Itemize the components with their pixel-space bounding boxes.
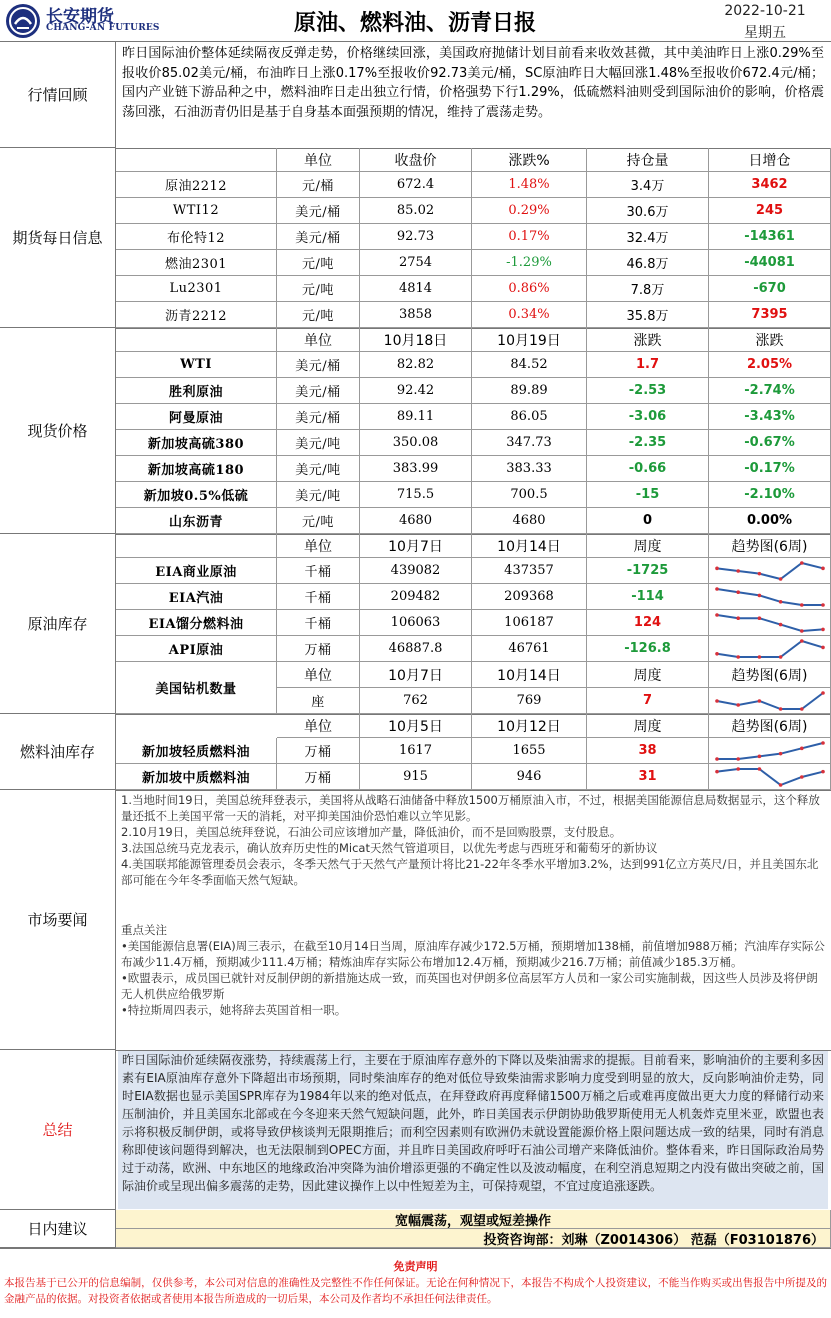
trend-sparkline (715, 561, 825, 581)
inventory-name: EIA馏分燃料油 (116, 610, 277, 636)
price-change: 1.7 (587, 352, 709, 378)
news-item: 2.10月19日，美国总统拜登说，石油公司应该增加产量，降低油价，而不是回购股票，支付股息。 (121, 825, 622, 839)
trend-point (758, 572, 762, 576)
trend-point (800, 629, 804, 633)
section-label-review: 行情回顾 (0, 42, 116, 148)
trend-point (758, 655, 762, 659)
weekly-change: -126.8 (587, 636, 709, 662)
column-header: 单位 (277, 714, 360, 738)
rig-count-name: 美国钻机数量 (116, 662, 277, 714)
inventory-week2: 106187 (472, 610, 587, 636)
trend-sparkline (715, 741, 825, 761)
price-day2: 700.5 (472, 482, 587, 508)
spot-name: 山东沥青 (116, 508, 277, 534)
unit: 美元/桶 (277, 378, 360, 404)
focus-title: 重点关注 (121, 923, 167, 937)
inventory-week2: 946 (472, 764, 587, 790)
trend-point (821, 628, 825, 632)
column-header: 10月7日 (360, 662, 472, 688)
trend-point (779, 577, 783, 581)
price-change: -0.66 (587, 456, 709, 482)
price-day1: 383.99 (360, 456, 472, 482)
unit: 美元/桶 (277, 404, 360, 430)
unit: 元/吨 (277, 508, 360, 534)
unit: 万桶 (277, 764, 360, 790)
price-day2: 347.73 (472, 430, 587, 456)
daily-oi-change: -44081 (709, 250, 831, 276)
column-header: 涨跌% (472, 148, 587, 172)
news-item: 3.法国总统马克龙表示，确认放弃历史性的Micat天然气管道项目，以优先考虑与西班牙和葡萄牙的新协议 (121, 841, 658, 855)
change-percent: 0.34% (472, 302, 587, 328)
column-header (116, 534, 277, 558)
column-header: 趋势图(6周) (709, 714, 831, 738)
trend-point (821, 646, 825, 650)
page-title: 原油、燃料油、沥青日报 (293, 11, 536, 36)
column-header: 单位 (277, 662, 360, 688)
trend-point (800, 707, 804, 711)
contract-name: 布伦特12 (116, 224, 277, 250)
column-header: 单位 (277, 534, 360, 558)
column-header: 10月18日 (360, 328, 472, 352)
inventory-week1: 1617 (360, 738, 472, 764)
trend-line (717, 589, 823, 605)
trend-line (717, 693, 823, 709)
unit: 美元/桶 (277, 198, 360, 224)
trend-point (758, 616, 762, 620)
column-header: 10月14日 (472, 662, 587, 688)
company-logo (4, 2, 160, 40)
contract-name: WTI12 (116, 198, 277, 224)
weekly-change: 31 (587, 764, 709, 790)
price-change: 0 (587, 508, 709, 534)
trend-point (800, 603, 804, 607)
trend-point (779, 600, 783, 604)
column-header: 周度 (587, 662, 709, 688)
column-header: 10月5日 (360, 714, 472, 738)
close-price: 92.73 (360, 224, 472, 250)
trend-sparkline (715, 613, 825, 633)
inventory-week2: 209368 (472, 584, 587, 610)
spot-name: 胜利原油 (116, 378, 277, 404)
spot-name: 新加坡高硫380 (116, 430, 277, 456)
change-percent: 0.29% (472, 198, 587, 224)
trend-line (717, 769, 823, 785)
column-header: 周度 (587, 534, 709, 558)
news-item: 1.当地时间19日，美国总统拜登表示，美国将从战略石油储备中释放1500万桶原油入市，不过，根据美国能源信息局数据显示，这个释放量还抵不上美国平常一天的消耗，对平抑美国油价恐怕难以立竿见影。 (121, 793, 820, 823)
price-day2: 86.05 (472, 404, 587, 430)
open-interest: 46.8万 (587, 250, 709, 276)
price-change-percent: -2.74% (709, 378, 831, 404)
column-header: 单位 (277, 328, 360, 352)
report-weekday: 星期五 (744, 25, 786, 41)
contract-name: 沥青2212 (116, 302, 277, 328)
divider (0, 790, 831, 791)
consultant-info: 投资咨询部：刘琳（Z0014306） 范磊（F03101876） (116, 1229, 831, 1248)
unit: 美元/桶 (277, 352, 360, 378)
inventory-name: 新加坡中质燃料油 (116, 764, 277, 790)
trend-point (821, 567, 825, 571)
close-price: 85.02 (360, 198, 472, 224)
trend-point (758, 755, 762, 759)
inventory-week2: 1655 (472, 738, 587, 764)
inventory-name: 新加坡轻质燃料油 (116, 738, 277, 764)
section-label-intraday: 日内建议 (0, 1210, 116, 1248)
price-change: -15 (587, 482, 709, 508)
close-price: 3858 (360, 302, 472, 328)
trend-point (779, 623, 783, 627)
trend-point (779, 655, 783, 659)
inventory-week2: 437357 (472, 558, 587, 584)
change-percent: 0.86% (472, 276, 587, 302)
trend-point (821, 603, 825, 607)
column-header: 持仓量 (587, 148, 709, 172)
trend-sparkline (715, 639, 825, 659)
divider (0, 1248, 831, 1249)
daily-oi-change: 7395 (709, 302, 831, 328)
unit: 美元/吨 (277, 456, 360, 482)
unit: 千桶 (277, 610, 360, 636)
news-item: 4.美国联邦能源管理委员会表示，冬季天然气于天然气产量预计将比21-22年冬季水平增加3.2%，达到991亿立方英尺/日，并且美国东北部可能在今年冬季面临天然气短缺。 (121, 857, 819, 887)
focus-item: •欧盟表示，成员国已就针对反制伊朗的新措施达成一致，而英国也对伊朗多位高层军方人员和一家公司实施制裁，因这些人员涉及将伊朗无人机供应给俄罗斯 (121, 971, 818, 1001)
open-interest: 30.6万 (587, 198, 709, 224)
trend-line (717, 615, 823, 631)
price-change-percent: -0.67% (709, 430, 831, 456)
rig-week1: 762 (360, 688, 472, 714)
trend-sparkline (715, 691, 825, 711)
trend-point (758, 767, 762, 771)
trend-point (715, 699, 719, 703)
open-interest: 32.4万 (587, 224, 709, 250)
trend-sparkline (715, 767, 825, 787)
inventory-name: EIA汽油 (116, 584, 277, 610)
price-day1: 350.08 (360, 430, 472, 456)
trend-point (821, 691, 825, 695)
change-percent: -1.29% (472, 250, 587, 276)
unit: 元/吨 (277, 276, 360, 302)
trend-point (736, 767, 740, 771)
summary-text: 昨日国际油价延续隔夜涨势，持续震荡上行，主要在于原油库存意外的下降以及柴油需求的提振。目前看来，影响油价的主要利多因素有EIA原油库存意外下降超出市场预期，同时柴油库存的绝对低位导致柴油需求影响力度受到明显的放大，反向影响油价走势，同时EIA数据也显示美国SPR库存为1984年以来的绝对低点，在拜登政府再度释储1500万桶之后或难再度做出更大力度的释储行动来压制油价，并且美国东北部或在今冬迎来天然气短缺问题，此外，昨日美国表示伊朗协助俄罗斯使用无人机轰炸克里米亚，欧盟也表示将积极反制伊朗，或将导致伊核谈判无限期推后；而利空因素则有欧洲仍未就设置能源价格上限问题达成一致的结果，同时有消息称即使该问题得到解决，也无法限制到OPEC方面，并且昨日美国政府呼吁石油公司增产来降低油价。整体看来，昨日国际政治局势过于动荡，欧洲、中东地区的地缘政治冲突降为油价增添更强的不确定性以及波动幅度，在利空消息短期之内没有做出突破之前，国际油价或呈现出偏多震荡的走势，因此建议操作上以中性短差为主，可保持观望，不宜过度追涨逐跌。 (118, 1051, 828, 1209)
price-change: -2.35 (587, 430, 709, 456)
trend-sparkline (715, 587, 825, 607)
trend-line (717, 743, 823, 759)
unit: 元/吨 (277, 302, 360, 328)
trend-line (717, 641, 823, 657)
trend-point (821, 741, 825, 745)
trend-point (715, 587, 719, 591)
column-header: 涨跌 (587, 328, 709, 352)
unit: 千桶 (277, 584, 360, 610)
trend-point (800, 561, 804, 565)
trend-point (715, 757, 719, 761)
price-day1: 4680 (360, 508, 472, 534)
unit: 千桶 (277, 558, 360, 584)
inventory-week2: 46761 (472, 636, 587, 662)
close-price: 672.4 (360, 172, 472, 198)
trend-point (758, 594, 762, 598)
focus-item: •美国能源信息署(EIA)周三表示，在截至10月14日当周，原油库存减少172.5万桶，预期增加138桶，前值增加988万桶；汽油库存实际公布减少11.4万桶，预期减少111.4万桶；精炼油库存实际公布增加12.4万桶，预期减少216.7万桶；前值减少185.3万桶。 (121, 939, 825, 969)
price-change-percent: -3.43% (709, 404, 831, 430)
price-day2: 84.52 (472, 352, 587, 378)
daily-oi-change: -670 (709, 276, 831, 302)
section-label-spot: 现货价格 (0, 328, 116, 534)
weekly-change: 38 (587, 738, 709, 764)
column-header: 日增仓 (709, 148, 831, 172)
price-day1: 89.11 (360, 404, 472, 430)
column-header: 10月19日 (472, 328, 587, 352)
price-change-percent: 0.00% (709, 508, 831, 534)
trend-point (736, 757, 740, 761)
unit: 美元/桶 (277, 224, 360, 250)
column-header: 10月7日 (360, 534, 472, 558)
weekly-change: -114 (587, 584, 709, 610)
price-change-percent: -0.17% (709, 456, 831, 482)
trend-line (717, 563, 823, 579)
focus-item: •特拉斯周四表示，她将辞去英国首相一职。 (121, 1003, 347, 1017)
open-interest: 35.8万 (587, 302, 709, 328)
inventory-week1: 46887.8 (360, 636, 472, 662)
open-interest: 7.8万 (587, 276, 709, 302)
weekly-change: -1725 (587, 558, 709, 584)
price-day1: 82.82 (360, 352, 472, 378)
trend-point (715, 652, 719, 656)
price-change: -2.53 (587, 378, 709, 404)
change-percent: 1.48% (472, 172, 587, 198)
inventory-week1: 209482 (360, 584, 472, 610)
report-header (0, 0, 831, 42)
change-percent: 0.17% (472, 224, 587, 250)
disclaimer-text: 本报告基于已公开的信息编制，仅供参考，本公司对信息的准确性及完整性不作任何保证。无论在何种情况下，本报告不构成个人投资建议，不能当作购买或出售报告中所提及的金融产品的依据。对投资者依据或者使用本报告所造成的一切后果，本公司及作者均不承担任何法律责任。 (4, 1277, 827, 1305)
unit: 座 (277, 688, 360, 714)
market-news-body (118, 792, 828, 1048)
disclaimer-title: 免责声明 (393, 1260, 438, 1273)
inventory-name: EIA商业原油 (116, 558, 277, 584)
trend-point (736, 616, 740, 620)
inventory-name: API原油 (116, 636, 277, 662)
contract-name: Lu2301 (116, 276, 277, 302)
daily-oi-change: 3462 (709, 172, 831, 198)
unit: 万桶 (277, 636, 360, 662)
price-change: -3.06 (587, 404, 709, 430)
trend-point (715, 770, 719, 774)
trend-point (800, 775, 804, 779)
column-header: 涨跌 (709, 328, 831, 352)
price-day1: 92.42 (360, 378, 472, 404)
contract-name: 原油2212 (116, 172, 277, 198)
trend-point (800, 747, 804, 751)
trend-point (779, 783, 783, 787)
logo-mark-icon (6, 4, 40, 38)
unit: 元/桶 (277, 172, 360, 198)
unit: 美元/吨 (277, 482, 360, 508)
price-day2: 383.33 (472, 456, 587, 482)
price-change-percent: 2.05% (709, 352, 831, 378)
trend-point (715, 567, 719, 571)
column-header: 收盘价 (360, 148, 472, 172)
column-header: 趋势图(6周) (709, 534, 831, 558)
price-day1: 715.5 (360, 482, 472, 508)
trend-point (736, 569, 740, 573)
review-text: 昨日国际油价整体延续隔夜反弹走势，价格继续回涨，美国政府抛储计划目前看来收效甚微，其中美油昨日上涨0.29%至报收价85.02美元/桶，布油昨日上涨0.17%至报收价92.73美元/桶，SC原油昨日大幅回涨1.48%至报收价672.4元/桶；国内产业链下游品种之中，燃料油昨日走出独立行情，价格强势下行1.29%，低硫燃料油则受到国际油价的影响，价格震荡回涨，石油沥青仍旧是基于自身基本面强预期的情况，维持了震荡走势。 (122, 46, 824, 120)
unit: 美元/吨 (277, 430, 360, 456)
price-day2: 89.89 (472, 378, 587, 404)
inventory-week1: 439082 (360, 558, 472, 584)
rig-week2: 769 (472, 688, 587, 714)
trend-point (736, 655, 740, 659)
section-label-fuel-stock: 燃料油库存 (0, 714, 116, 790)
spot-name: 新加坡0.5%低硫 (116, 482, 277, 508)
close-price: 2754 (360, 250, 472, 276)
inventory-week1: 106063 (360, 610, 472, 636)
section-label-futures: 期货每日信息 (0, 148, 116, 328)
weekly-change: 7 (587, 688, 709, 714)
intraday-advice: 宽幅震荡，观望或短差操作 (116, 1210, 831, 1229)
column-header (116, 328, 277, 352)
report-date: 2022-10-21 (724, 3, 806, 19)
close-price: 4814 (360, 276, 472, 302)
open-interest: 3.4万 (587, 172, 709, 198)
trend-point (800, 639, 804, 643)
trend-point (779, 707, 783, 711)
trend-point (736, 703, 740, 707)
trend-point (715, 613, 719, 617)
weekly-change: 124 (587, 610, 709, 636)
column-header: 周度 (587, 714, 709, 738)
spot-name: 新加坡高硫180 (116, 456, 277, 482)
daily-oi-change: 245 (709, 198, 831, 224)
price-change-percent: -2.10% (709, 482, 831, 508)
section-label-news: 市场要闻 (0, 790, 116, 1050)
unit: 万桶 (277, 738, 360, 764)
column-header (116, 148, 277, 172)
section-label-summary: 总结 (0, 1050, 116, 1210)
price-day2: 4680 (472, 508, 587, 534)
column-header: 趋势图(6周) (709, 662, 831, 688)
column-header: 10月12日 (472, 714, 587, 738)
trend-point (736, 590, 740, 594)
section-label-crude-stock: 原油库存 (0, 534, 116, 714)
trend-point (821, 770, 825, 774)
trend-point (758, 699, 762, 703)
column-header: 10月14日 (472, 534, 587, 558)
contract-name: 燃油2301 (116, 250, 277, 276)
inventory-week1: 915 (360, 764, 472, 790)
unit: 元/吨 (277, 250, 360, 276)
column-header: 单位 (277, 148, 360, 172)
logo-text-en: CHANG-AN FUTURES (46, 23, 160, 33)
daily-oi-change: -14361 (709, 224, 831, 250)
logo-text-cn: 长安期货 (46, 7, 114, 27)
spot-name: WTI (116, 352, 277, 378)
trend-point (779, 752, 783, 756)
spot-name: 阿曼原油 (116, 404, 277, 430)
